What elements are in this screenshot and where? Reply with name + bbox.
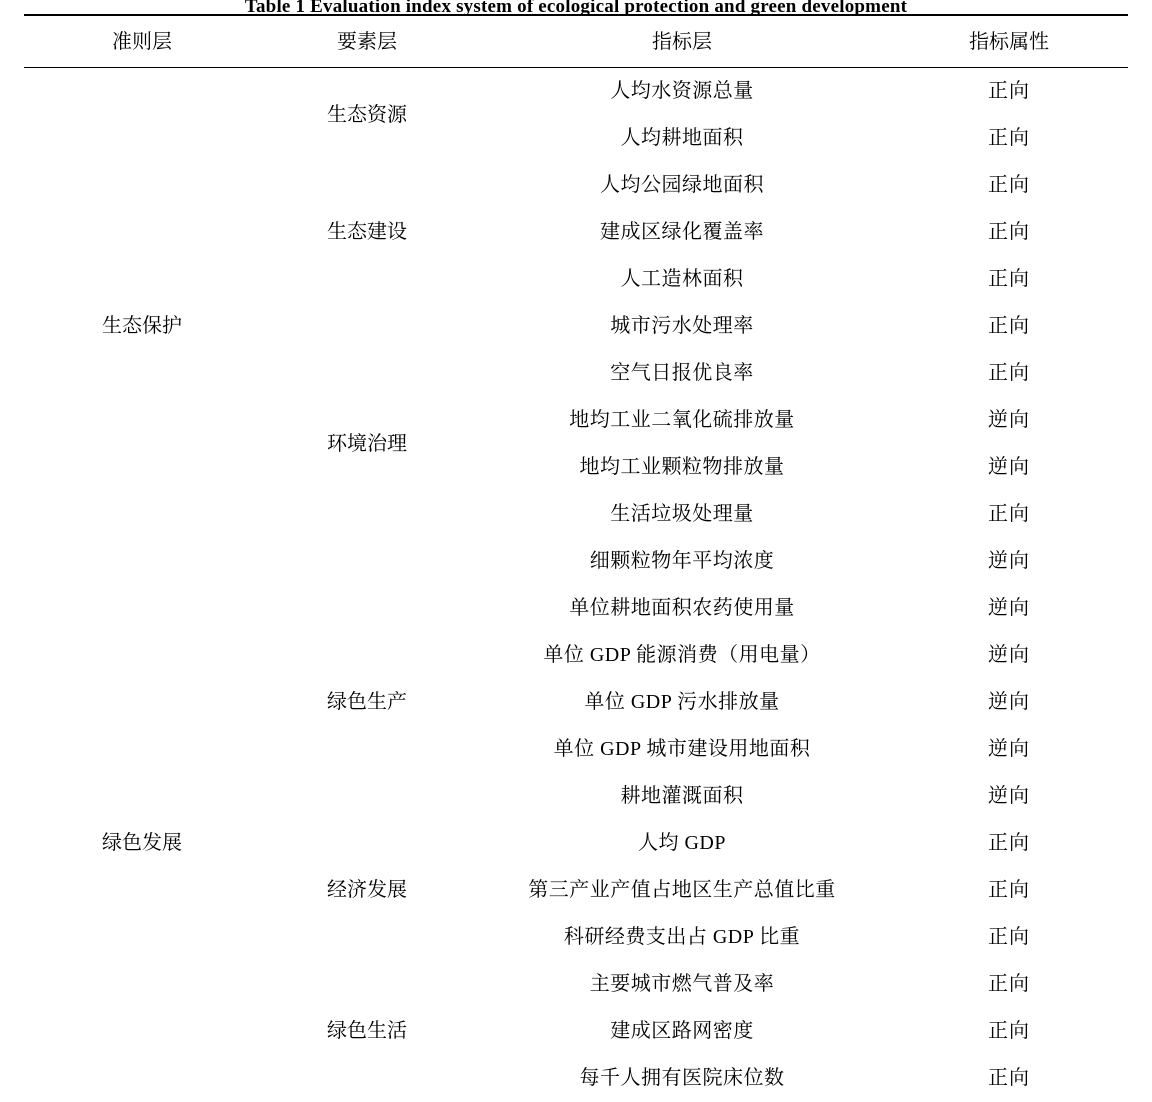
table-row (24, 585, 1128, 632)
element-cell: 绿色生产 (260, 585, 474, 820)
column-header-criterion: 准则层 (24, 15, 260, 68)
attribute-cell: 正向 (890, 68, 1128, 116)
attribute-cell: 正向 (890, 1008, 1128, 1055)
indicator-cell: 城市污水处理率 (474, 303, 890, 350)
indicator-cell: 地均工业二氧化硫排放量 (474, 397, 890, 444)
element-cell: 生态资源 (260, 68, 474, 163)
indicator-cell: 每千人拥有医院床位数 (474, 1055, 890, 1102)
attribute-cell: 正向 (890, 115, 1128, 162)
attribute-cell: 正向 (890, 914, 1128, 961)
indicator-cell: 科研经费支出占 GDP 比重 (474, 914, 890, 961)
indicator-cell: 单位 GDP 能源消费（用电量） (474, 632, 890, 679)
attribute-cell: 逆向 (890, 585, 1128, 632)
indicator-cell: 人均公园绿地面积 (474, 162, 890, 209)
element-cell: 绿色生活 (260, 961, 474, 1102)
column-header-indicator: 指标层 (474, 15, 890, 68)
indicator-cell: 人工造林面积 (474, 256, 890, 303)
indicator-cell: 生活垃圾处理量 (474, 491, 890, 538)
table-header (24, 15, 1128, 68)
column-header-attribute: 指标属性 (890, 15, 1128, 68)
indicator-cell: 单位耕地面积农药使用量 (474, 585, 890, 632)
attribute-cell: 正向 (890, 209, 1128, 256)
indicator-cell: 地均工业颗粒物排放量 (474, 444, 890, 491)
table-caption: Table 1 Evaluation index system of ecological protection and green development (24, 0, 1128, 10)
element-cell: 环境治理 (260, 303, 474, 585)
element-cell: 生态建设 (260, 162, 474, 303)
indicator-cell: 主要城市燃气普及率 (474, 961, 890, 1008)
attribute-cell: 逆向 (890, 726, 1128, 773)
attribute-cell: 正向 (890, 1055, 1128, 1102)
table-header-row (24, 15, 1128, 68)
criterion-cell: 绿色发展 (24, 585, 260, 1102)
indicator-cell: 耕地灌溉面积 (474, 773, 890, 820)
attribute-cell: 正向 (890, 867, 1128, 914)
attribute-cell: 正向 (890, 820, 1128, 867)
indicator-cell: 第三产业产值占地区生产总值比重 (474, 867, 890, 914)
attribute-cell: 正向 (890, 303, 1128, 350)
attribute-cell: 逆向 (890, 679, 1128, 726)
indicator-cell: 人均水资源总量 (474, 68, 890, 116)
indicator-cell: 人均耕地面积 (474, 115, 890, 162)
attribute-cell: 逆向 (890, 397, 1128, 444)
attribute-cell: 正向 (890, 491, 1128, 538)
table-body (24, 68, 1128, 1102)
evaluation-index-table (24, 14, 1128, 1102)
indicator-cell: 建成区绿化覆盖率 (474, 209, 890, 256)
indicator-cell: 细颗粒物年平均浓度 (474, 538, 890, 585)
indicator-cell: 建成区路网密度 (474, 1008, 890, 1055)
attribute-cell: 逆向 (890, 773, 1128, 820)
criterion-cell: 生态保护 (24, 68, 260, 586)
attribute-cell: 逆向 (890, 444, 1128, 491)
attribute-cell: 正向 (890, 961, 1128, 1008)
table-row (24, 68, 1128, 116)
indicator-cell: 人均 GDP (474, 820, 890, 867)
attribute-cell: 逆向 (890, 632, 1128, 679)
attribute-cell: 正向 (890, 162, 1128, 209)
attribute-cell: 逆向 (890, 538, 1128, 585)
indicator-cell: 空气日报优良率 (474, 350, 890, 397)
column-header-element: 要素层 (260, 15, 474, 68)
element-cell: 经济发展 (260, 820, 474, 961)
indicator-cell: 单位 GDP 城市建设用地面积 (474, 726, 890, 773)
attribute-cell: 正向 (890, 350, 1128, 397)
attribute-cell: 正向 (890, 256, 1128, 303)
indicator-cell: 单位 GDP 污水排放量 (474, 679, 890, 726)
